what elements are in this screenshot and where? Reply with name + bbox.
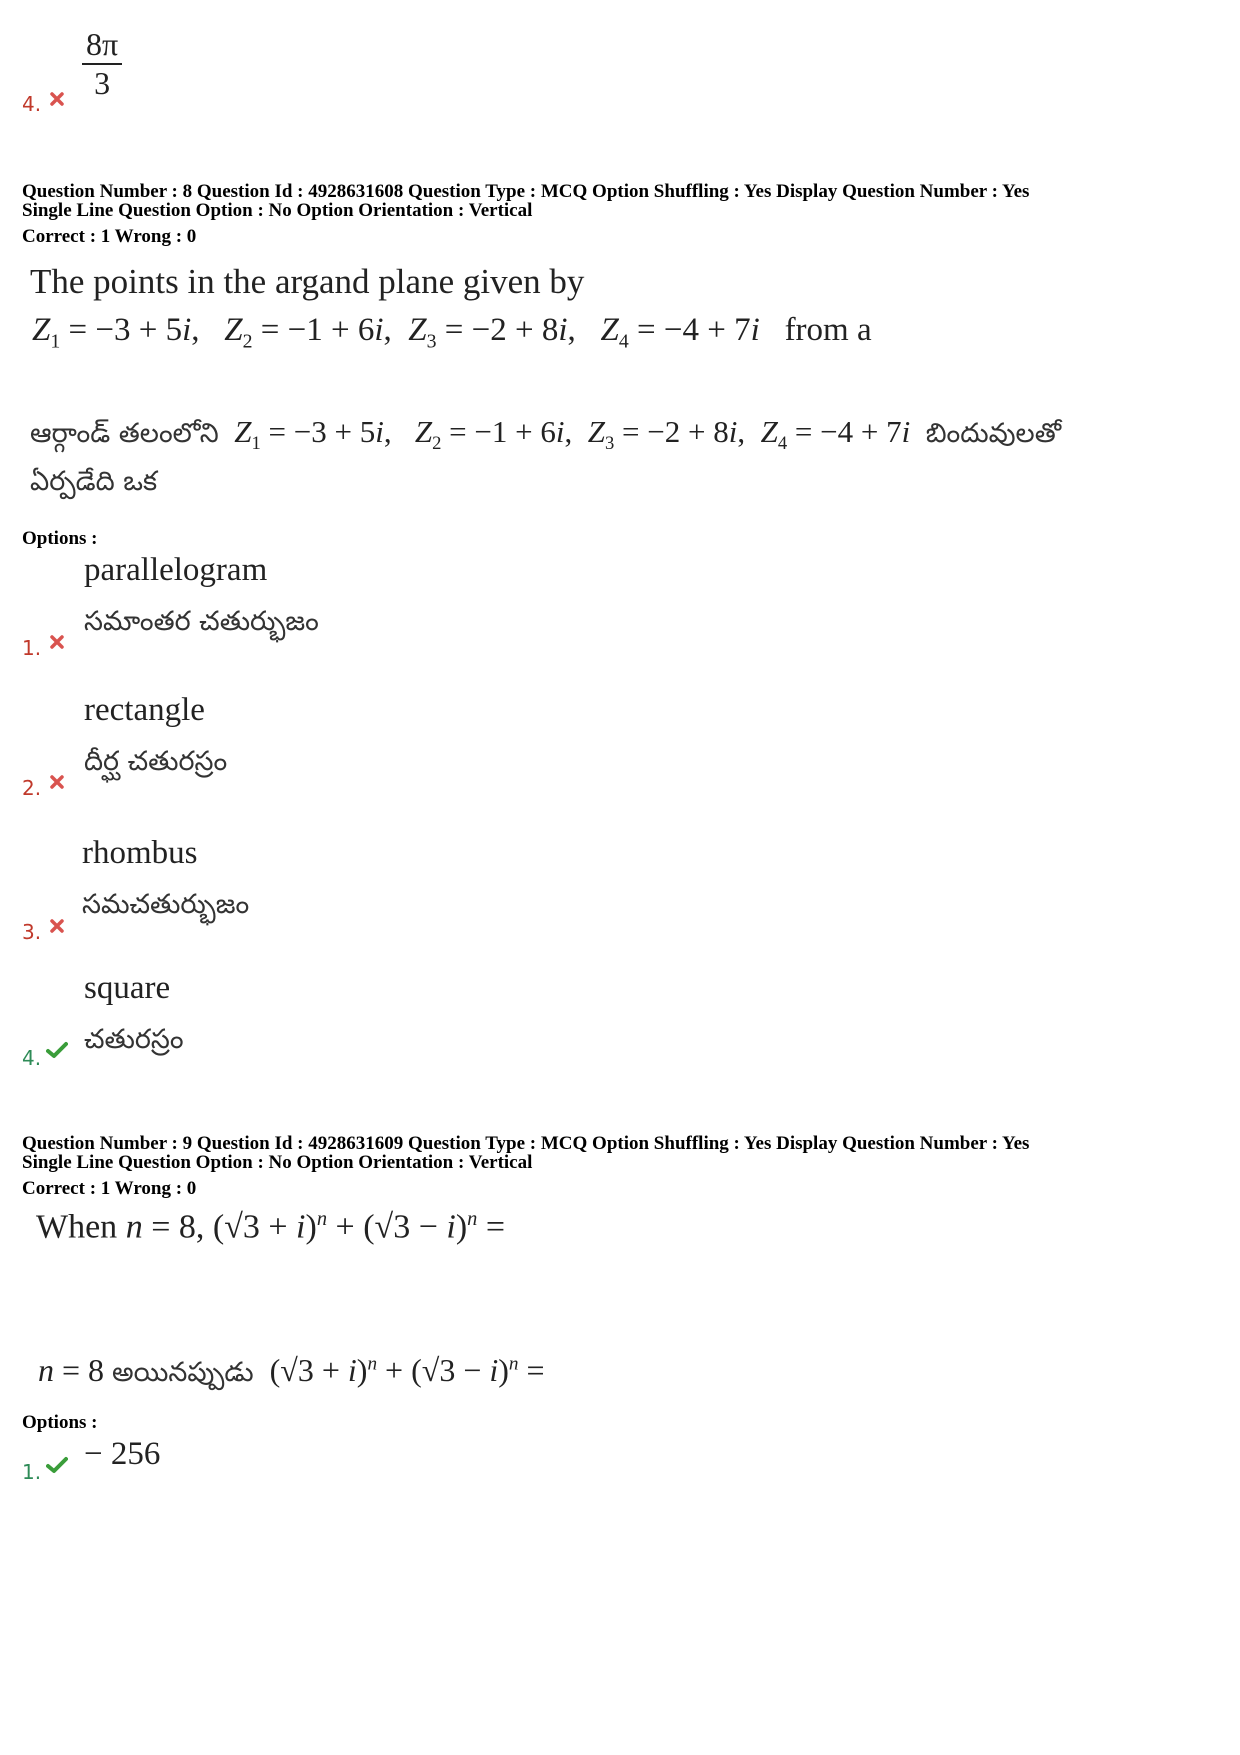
question-stem-te-mid: అయినప్పుడు xyxy=(112,1357,254,1388)
option-3-te: సమచతుర్భుజం xyxy=(82,889,250,920)
question-stem-en: The points in the argand plane given by xyxy=(30,262,585,301)
option-3-en: rhombus xyxy=(82,835,198,871)
question-stem-en-prefix: When xyxy=(36,1208,118,1246)
question-meta-line2: Single Line Question Option : No Option Orientation : Vertical xyxy=(22,1152,533,1173)
n-equals: = 8 xyxy=(151,1208,196,1246)
options-label: Options : xyxy=(22,1412,98,1433)
z1-value: = −3 + 5 xyxy=(68,312,183,348)
check-icon xyxy=(46,1456,68,1474)
option-1-value: − 256 xyxy=(84,1436,161,1472)
z4-value: = −4 + 7 xyxy=(637,312,751,348)
option-2-te: దీర్ఘ చతురస్రం xyxy=(84,746,228,777)
z3-value-te: = −2 + 8 xyxy=(622,414,729,449)
n-equals-te: = 8 xyxy=(62,1352,105,1388)
question-stem-en-tail: from a xyxy=(784,312,872,348)
z2-value: = −1 + 6 xyxy=(260,312,375,348)
fraction-numerator: 8π xyxy=(82,26,122,65)
option-4-number: 4. xyxy=(22,1046,42,1070)
z1-value-te: = −3 + 5 xyxy=(268,414,376,449)
option-2-en: rectangle xyxy=(84,692,205,728)
question-stem-te-suffix: బిందువులతో xyxy=(925,418,1062,449)
options-label: Options : xyxy=(22,528,98,549)
question-stem-math: $Z_1 = -3 + 5i$, $Z_2 = -1 + 6i$, $Z_3 = -2 + 8i$, $Z_4 = -4 + 7i$ from a xyxy=(32,312,872,353)
option-3-number: 3. xyxy=(22,920,42,944)
option-2-number: 2. xyxy=(22,776,42,800)
option-1-te: సమాంతర చతుర్భుజం xyxy=(84,606,319,637)
z4-value-te: = −4 + 7 xyxy=(794,414,902,449)
prev-option-number: 4. xyxy=(22,92,42,116)
question-meta-line1: Question Number : 9 Question Id : 4928631609 Question Type : MCQ Option Shuffling : Yes Display Question Number : Yes xyxy=(22,1133,1030,1154)
option-4-en: square xyxy=(84,970,171,1006)
cross-icon xyxy=(50,775,64,789)
cross-icon xyxy=(50,919,64,933)
cross-icon xyxy=(50,92,64,106)
question-stem-te-prefix: ఆర్గాండ్ తలంలోని xyxy=(30,418,219,449)
question-stem-en: When n = 8, $(√3 + i)^n + (√3 - i)^n$ = xyxy=(36,1208,506,1246)
z3-value: = −2 + 8 xyxy=(444,312,559,348)
question-meta-line2: Single Line Question Option : No Option Orientation : Vertical xyxy=(22,200,533,221)
cross-icon xyxy=(50,635,64,649)
fraction-denominator: 3 xyxy=(94,65,111,101)
option-1-number: 1. xyxy=(22,636,42,660)
question-score-line: Correct : 1 Wrong : 0 xyxy=(22,226,197,247)
question-score-line: Correct : 1 Wrong : 0 xyxy=(22,1178,197,1199)
question-stem-te: n = 8 అయినప్పుడు $(√3 + i)^n + (√3 - i)^n$ = xyxy=(38,1352,545,1388)
question-stem-te-line2: ఏర్పడేది ఒక xyxy=(30,466,158,497)
question-stem-te: ఆర్గాండ్ తలంలోని $Z_1 = -3 + 5i$, $Z_2 = -1 + 6i$, $Z_3 = -2 + 8i$, $Z_4 = -4 + 7i$ బిందువులతో xyxy=(30,414,1062,455)
z2-value-te: = −1 + 6 xyxy=(449,414,556,449)
option-1-number: 1. xyxy=(22,1460,42,1484)
option-1-en: parallelogram xyxy=(84,552,268,588)
check-icon xyxy=(46,1041,68,1059)
option-4-te: చతురస్రం xyxy=(84,1024,184,1055)
prev-option-fraction xyxy=(82,26,122,102)
question-meta-line1: Question Number : 8 Question Id : 4928631608 Question Type : MCQ Option Shuffling : Yes Display Question Number : Yes xyxy=(22,181,1030,202)
